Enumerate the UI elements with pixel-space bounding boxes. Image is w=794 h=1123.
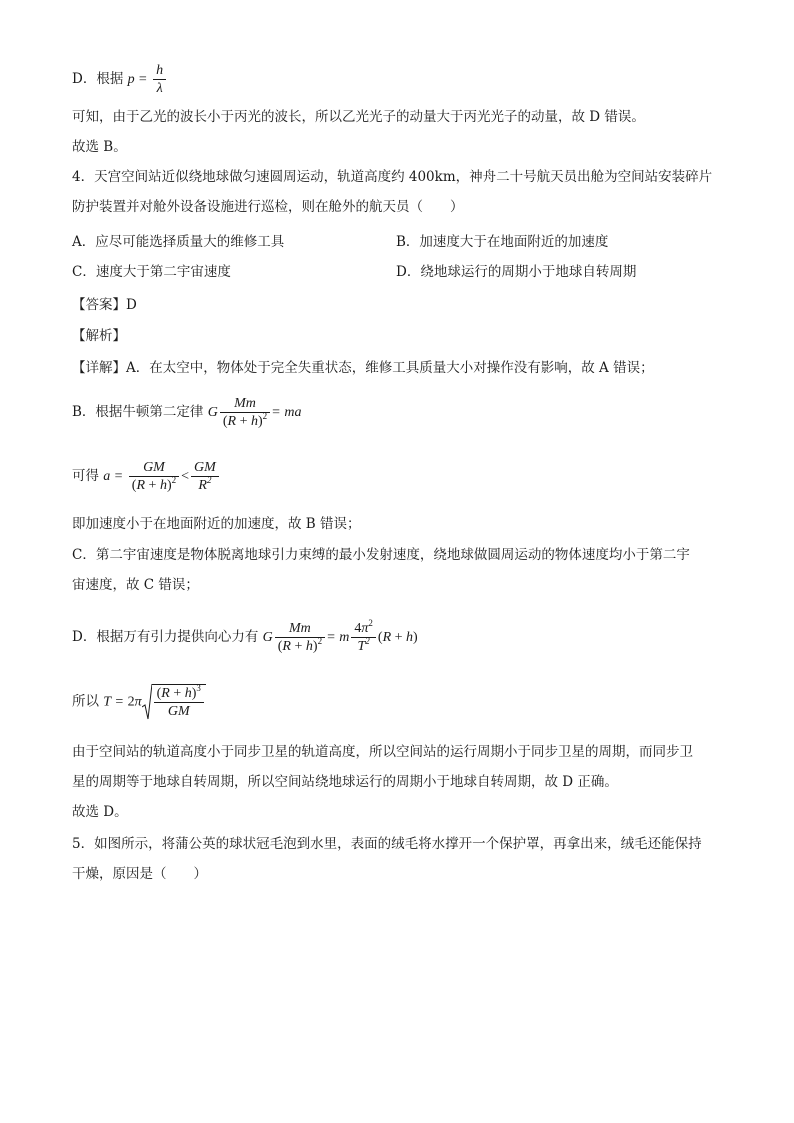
formula-line-momentum: [72, 62, 168, 97]
d-line: 星的周期等于地球自转周期，所以空间站绕地球运行的周期小于地球自转周期，故 D 正确。: [72, 774, 618, 790]
math-equals: =: [138, 72, 147, 87]
math-equals: =: [114, 469, 123, 484]
c-line: 宙速度，故 C 错误；: [72, 577, 199, 593]
paragraph-line: 故选 B。: [72, 139, 127, 155]
fraction-denominator: $(R + h)^2$: [129, 476, 179, 494]
fraction: [154, 685, 204, 720]
math-symbol: T: [103, 694, 112, 710]
math-equals: =: [327, 630, 335, 645]
radical-sign-icon: [142, 683, 152, 721]
question-4-line: 防护装置并对舱外设备设施进行巡检，则在舱外的航天员（ ）: [72, 199, 464, 215]
fraction-denominator: $T^2$: [351, 637, 376, 655]
question-5-line: 干燥，原因是（ ）: [72, 866, 207, 882]
option-a: A．应尽可能选择质量大的维修工具: [72, 234, 285, 250]
d-line: 由于空间站的轨道高度小于同步卫星的轨道高度，所以空间站的运行周期小于同步卫星的周期，而同步卫: [72, 744, 693, 760]
fraction-numerator: GM: [194, 460, 216, 475]
c-line: C．第二宇宙速度是物体脱离地球引力束缚的最小发射速度，绕地球做圆周运动的物体速度均小于第二宇: [72, 547, 690, 563]
analysis-label: 【解析】: [72, 328, 126, 344]
formula-line-period: [72, 683, 206, 721]
fraction-denominator: $(R + h)^2$: [275, 637, 325, 655]
fraction-numerator: GM: [143, 460, 165, 475]
math-symbol: 2π: [127, 694, 142, 710]
fraction: [351, 620, 376, 655]
math-symbol: ma: [284, 405, 302, 420]
text-prefix: B．根据牛顿第二定律: [72, 404, 204, 420]
question-5-line: 5．如图所示，将蒲公英的球状冠毛泡到水里，表面的绒毛将水撑开一个保护罩，再拿出来，绒毛还能保持: [72, 836, 702, 852]
math-less-than: <: [181, 469, 190, 484]
math-symbol: p: [127, 72, 135, 87]
math-expression: (R + h): [377, 630, 418, 645]
fraction-denominator: $R^2$: [191, 476, 219, 494]
fraction: [275, 620, 325, 655]
fraction-numerator: $(R + h)^3$: [156, 683, 201, 701]
math-symbol: G: [207, 405, 218, 420]
detail-a: 【详解】A．在太空中，物体处于完全失重状态，维修工具质量大小对操作没有影响，故 A 错误；: [72, 360, 654, 376]
b-conclusion: 即加速度小于在地面附近的加速度，故 B 错误；: [72, 516, 361, 532]
d-select: 故选 D。: [72, 804, 128, 820]
fraction-denominator: $(R + h)^2$: [220, 412, 270, 430]
text-prefix: 所以: [72, 693, 99, 710]
fraction: [129, 459, 179, 494]
fraction: [153, 62, 166, 97]
fraction-numerator: h: [156, 63, 164, 78]
fraction-denominator: GM: [154, 702, 204, 720]
math-equals: =: [115, 694, 124, 710]
option-d: D．绕地球运行的周期小于地球自转周期: [396, 264, 637, 280]
text-prefix: D．根据: [72, 71, 124, 87]
formula-line-centripetal: [72, 620, 418, 655]
text-prefix: 可得: [72, 468, 99, 484]
formula-line-acceleration: [72, 459, 221, 494]
fraction-numerator: $4\pi^2$: [354, 618, 373, 636]
fraction-denominator: λ: [153, 79, 166, 97]
question-4-line: 4．天宫空间站近似绕地球做匀速圆周运动，轨道高度约 400km，神舟二十号航天员出舱为空间站安装碎片: [72, 169, 713, 185]
fraction-numerator: Mm: [234, 396, 256, 411]
math-equals: =: [272, 405, 281, 420]
formula-line-newton: [72, 395, 301, 430]
option-c: C．速度大于第二宇宙速度: [72, 264, 231, 280]
math-symbol: m: [339, 630, 350, 645]
square-root: [142, 683, 206, 721]
fraction: [191, 459, 219, 494]
text-prefix: D．根据万有引力提供向心力有: [72, 629, 259, 645]
answer-label: 【答案】D: [72, 297, 137, 313]
fraction-numerator: Mm: [289, 621, 311, 636]
fraction: [220, 395, 270, 430]
paragraph-line: 可知，由于乙光的波长小于丙光的波长，所以乙光光子的动量大于丙光光子的动量，故 D 错误。: [72, 109, 645, 125]
option-b: B．加速度大于在地面附近的加速度: [396, 234, 609, 250]
math-symbol: G: [262, 630, 273, 645]
math-symbol: a: [103, 469, 111, 484]
